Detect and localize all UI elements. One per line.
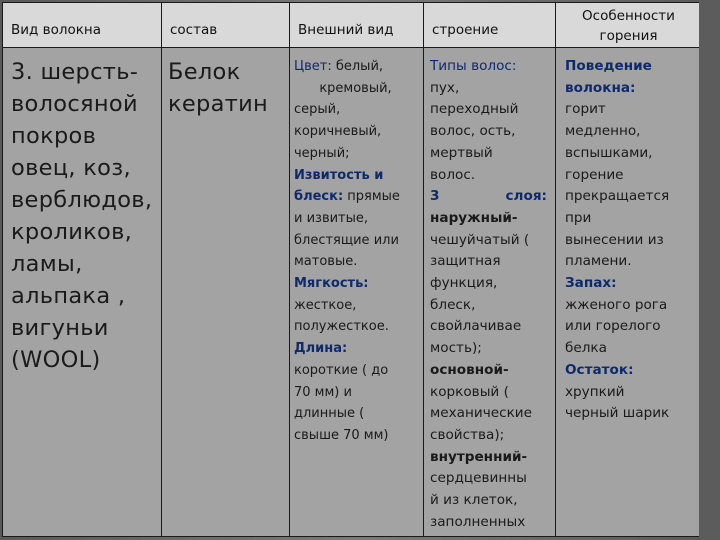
appearance-line: полужесткое. [294, 319, 389, 335]
fiber-line: верблюдов, [11, 187, 153, 213]
appearance-line: серый, [294, 102, 341, 118]
burning-line: вынесении из [565, 231, 664, 248]
softness-label: Мягкость: [294, 276, 369, 292]
cell-fiber-type [3, 48, 162, 537]
structure-line: свойства); [430, 426, 505, 443]
crimp-label: Извитость и [294, 167, 384, 183]
fiber-line: альпака , [11, 283, 126, 309]
color-label: Цвет: [294, 59, 332, 74]
structure-line: мость); [430, 340, 482, 357]
appearance-line: жесткое, [294, 297, 357, 313]
slide-right-edge [699, 0, 720, 540]
fiber-line: овец, коз, [11, 155, 131, 181]
burning-line: белка [565, 340, 607, 357]
fiber-line: вигуньи [11, 315, 109, 341]
cell-structure [424, 48, 556, 537]
structure-line: волос, ость, [430, 123, 516, 140]
table-row [3, 48, 700, 537]
table-header-row [3, 3, 700, 48]
structure-line: волос. [430, 166, 476, 183]
residue-label: Остаток: [565, 361, 634, 378]
structure-line: свойлачивае [430, 318, 522, 335]
structure-line: защитная [430, 253, 501, 270]
structure-line: корковый ( [430, 383, 509, 400]
structure-line: функция, [430, 275, 498, 292]
structure-line: мертвый [430, 144, 493, 161]
fiber-line: покров [11, 123, 97, 149]
inner-layer-label: внутренний- [430, 448, 528, 465]
main-layer-label: основной- [430, 361, 509, 378]
fiber-table-wrapper [2, 2, 699, 540]
cell-composition [162, 48, 290, 537]
appearance-line: блестящие или [294, 232, 399, 248]
burning-line: прекращается [565, 188, 670, 205]
length-label: Длина: [294, 341, 348, 357]
appearance-line: коричневый, [294, 124, 382, 140]
header-composition: состав [162, 3, 290, 48]
smell-label: Запах: [565, 275, 617, 292]
appearance-line: матовые. [294, 254, 358, 270]
fiber-line: 3. шерсть- [11, 59, 139, 85]
cell-burning [556, 48, 700, 537]
burning-line: пламени. [565, 253, 632, 270]
header-structure: строение [424, 3, 556, 48]
structure-line: чешуйчатый ( [430, 231, 530, 248]
structure-line: пух, [430, 79, 460, 96]
crimp-value: прямые [343, 189, 400, 205]
appearance-line: и извитые, [294, 210, 369, 226]
cell-appearance [290, 48, 424, 537]
fiber-properties-table [2, 2, 699, 537]
structure-line: заполненных [430, 513, 526, 530]
header-fiber-type: Вид волокна [3, 3, 162, 48]
burning-line: горит [565, 101, 606, 118]
appearance-line: черный; [294, 145, 350, 161]
structure-line: сердцевинны [430, 470, 527, 487]
burning-line: хрупкий [565, 383, 625, 400]
appearance-line: длинные ( [294, 406, 365, 422]
structure-line: переходный [430, 101, 519, 118]
burning-line: при [565, 209, 592, 226]
hair-types-label: Типы волос: [430, 58, 517, 74]
burning-line: горение [565, 166, 624, 183]
burning-line: вспышками, [565, 144, 653, 161]
header-appearance: Внешний вид [290, 3, 424, 48]
fiber-line: ламы, [11, 251, 83, 277]
appearance-line: короткие ( до [294, 362, 389, 378]
fiber-line: волосяной [11, 91, 138, 117]
outer-layer-label: наружный- [430, 209, 518, 226]
behavior-label: Поведение [565, 58, 652, 74]
layers-count: 3 [430, 188, 440, 205]
appearance-line: 70 мм) и [294, 384, 352, 400]
fiber-line: (WOOL) [11, 347, 101, 373]
composition-line: Белок [168, 59, 241, 85]
burning-line: медленно, [565, 123, 641, 140]
composition-line: кератин [168, 91, 269, 117]
fiber-line: кроликов, [11, 219, 133, 245]
layers-word: слоя: [505, 188, 547, 205]
header-burning: Особенности горения [556, 3, 700, 48]
burning-line: черный шарик [565, 405, 670, 422]
behavior-label-2: волокна: [565, 79, 636, 96]
structure-line: й из клеток, [430, 492, 518, 509]
appearance-line: свыше 70 мм) [294, 427, 389, 443]
structure-line: блеск, [430, 296, 476, 313]
crimp-label-2: блеск: [294, 189, 344, 205]
appearance-line: кремовый, [319, 80, 392, 96]
color-value: белый, [331, 59, 384, 74]
burning-line: жженого рога [565, 296, 668, 313]
burning-line: или горелого [565, 318, 661, 335]
structure-line: механические [430, 405, 532, 422]
